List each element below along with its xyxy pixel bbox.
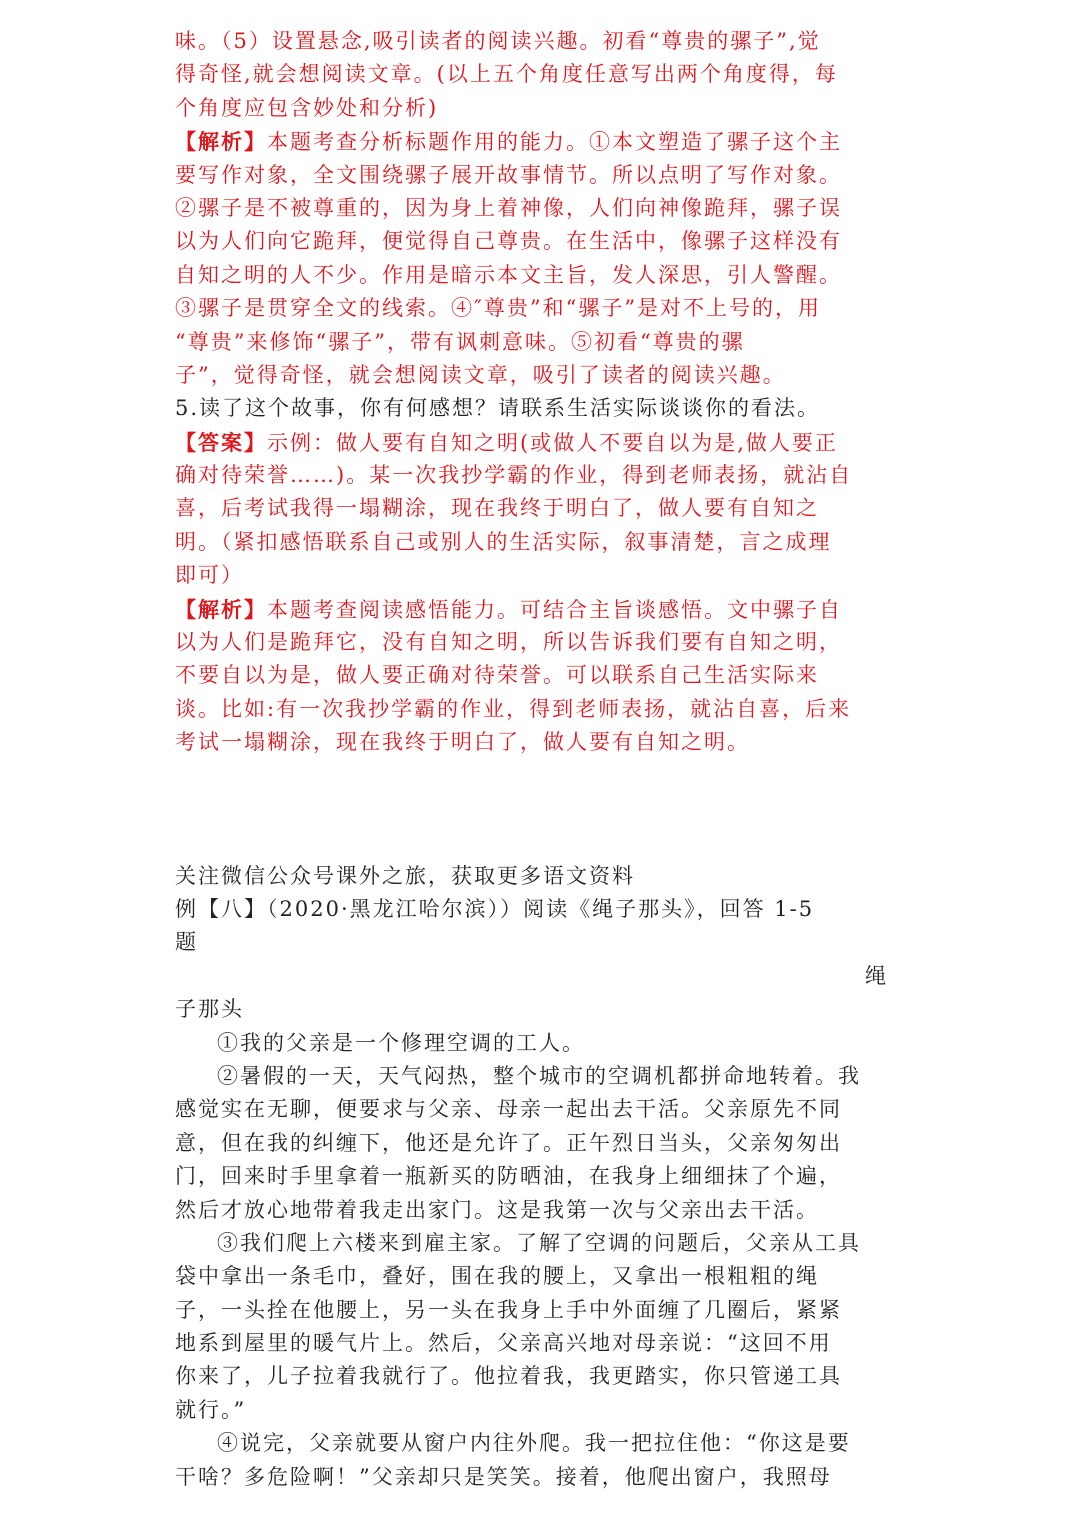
text-line: 子，一头拴在他腰上，另一头在我身上手中外面缠了几圈后，紧紧 bbox=[175, 1297, 842, 1322]
text-line: 就行。” bbox=[175, 1397, 247, 1422]
text-line: 要写作对象，全文围绕骡子展开故事情节。所以点明了写作对象。 bbox=[175, 162, 842, 187]
answer-section-2 bbox=[175, 426, 900, 593]
text-line: 干啥？多危险啊！”父亲却只是笑笑。接着，他爬出窗户，我照母 bbox=[175, 1464, 832, 1489]
text-line: ③骡子是贯穿全文的线索。④″尊贵”和“骡子”是对不上号的，用 bbox=[175, 296, 822, 321]
text-line bbox=[175, 593, 900, 626]
example-heading bbox=[175, 893, 900, 960]
text-line: 自知之明的人不少。作用是暗示本文主旨，发人深思，引人警醒。 bbox=[175, 262, 842, 287]
answer-text: 示例：做人要有自知之明(或做人不要自以为是,做人要正 bbox=[267, 430, 838, 455]
story-body bbox=[175, 1027, 900, 1494]
document-page bbox=[175, 25, 900, 1494]
text-line: “尊贵”来修饰“骡子”，带有讽刺意味。⑤初看“尊贵的骡 bbox=[175, 329, 745, 354]
text-line: 题 bbox=[175, 930, 198, 955]
answer-continuation bbox=[175, 25, 900, 125]
wechat-note: 关注微信公众号课外之旅，获取更多语文资料 bbox=[175, 863, 635, 888]
text-line: 不要自以为是，做人要正确对待荣誉。可以联系自己生活实际来 bbox=[175, 663, 819, 688]
text-line: 例【八】（2020·黑龙江哈尔滨））阅读《绳子那头》，回答 1-5 bbox=[175, 896, 815, 921]
question-5: 5.读了这个故事，你有何感想？请联系生活实际谈谈你的看法。 bbox=[175, 396, 821, 421]
text-line: 你来了，儿子拉着我就行了。他拉着我，我更踏实，你只管递工具 bbox=[175, 1364, 842, 1389]
answer-tag: 【答案】 bbox=[175, 429, 267, 455]
text-line: 味。（5）设置悬念,吸引读者的阅读兴趣。初看“尊贵的骡子”,觉 bbox=[175, 29, 821, 53]
text-line: 个角度应包含妙处和分析) bbox=[175, 95, 439, 120]
text-line: 喜，后考试我得一塌糊涂，现在我终于明白了，做人要有自知之 bbox=[175, 496, 819, 521]
text-line: 谈。比如:有一次我抄学霸的作业，得到老师表扬，就沾自喜，后来 bbox=[175, 696, 852, 721]
story-title-part: 子那头 bbox=[175, 997, 244, 1022]
analysis-tag: 【解析】 bbox=[175, 129, 267, 155]
text-line: 门，回来时手里拿着一瓶新买的防晒油，在我身上细细抹了个遍， bbox=[175, 1164, 842, 1189]
text-line: 地系到屋里的暖气片上。然后，父亲高兴地对母亲说：“这回不用 bbox=[175, 1331, 832, 1356]
analysis-section-1 bbox=[175, 125, 900, 392]
analysis-tag: 【解析】 bbox=[175, 596, 267, 622]
text-line: 即可） bbox=[175, 563, 244, 588]
text-line: 得奇怪,就会想阅读文章。(以上五个角度任意写出两个角度得，每 bbox=[175, 62, 838, 87]
analysis-section-2 bbox=[175, 593, 900, 760]
section-gap bbox=[175, 760, 900, 860]
text-line: 袋中拿出一条毛巾，叠好，围在我的腰上，又拿出一根粗粗的绳 bbox=[175, 1264, 819, 1289]
story-title-part bbox=[175, 960, 900, 993]
story-title-text: 绳 bbox=[865, 963, 888, 988]
text-line bbox=[175, 125, 900, 158]
text-line: 意，但在我的纠缠下，他还是允许了。正午烈日当头，父亲匆匆出 bbox=[175, 1130, 842, 1155]
analysis-text: 本题考查阅读感悟能力。可结合主旨谈感悟。文中骡子自 bbox=[267, 597, 842, 622]
text-line: 考试一塌糊涂，现在我终于明白了，做人要有自知之明。 bbox=[175, 730, 750, 755]
text-line: 确对待荣誉……)。某一次我抄学霸的作业，得到老师表扬，就沾自 bbox=[175, 463, 853, 488]
text-line: ②骡子是不被尊重的，因为身上着神像，人们向神像跪拜，骡子误 bbox=[175, 195, 842, 220]
analysis-text: 本题考查分析标题作用的能力。①本文塑造了骡子这个主 bbox=[267, 130, 842, 155]
paragraph-4: ④说完，父亲就要从窗户内往外爬。我一把拉住他：“你这是要 bbox=[217, 1431, 851, 1456]
text-line: 然后才放心地带着我走出家门。这是我第一次与父亲出去干活。 bbox=[175, 1197, 819, 1222]
paragraph-2: ②暑假的一天，天气闷热，整个城市的空调机都拼命地转着。我 bbox=[217, 1063, 861, 1088]
text-line bbox=[175, 426, 900, 459]
story-title bbox=[175, 960, 900, 1027]
text-line: 以为人们是跪拜它，没有自知之明，所以告诉我们要有自知之明， bbox=[175, 630, 842, 655]
text-line: 子”，觉得奇怪，就会想阅读文章，吸引了读者的阅读兴趣。 bbox=[175, 362, 786, 387]
text-line: 明。（紧扣感悟联系自己或别人的生活实际，叙事清楚，言之成理 bbox=[175, 529, 832, 554]
text-line: 以为人们向它跪拜，便觉得自己尊贵。在生活中，像骡子这样没有 bbox=[175, 229, 842, 254]
text-line: 感觉实在无聊，便要求与父亲、母亲一起出去干活。父亲原先不同 bbox=[175, 1097, 842, 1122]
paragraph-3: ③我们爬上六楼来到雇主家。了解了空调的问题后，父亲从工具 bbox=[217, 1230, 861, 1255]
paragraph-1: ①我的父亲是一个修理空调的工人。 bbox=[217, 1030, 585, 1055]
